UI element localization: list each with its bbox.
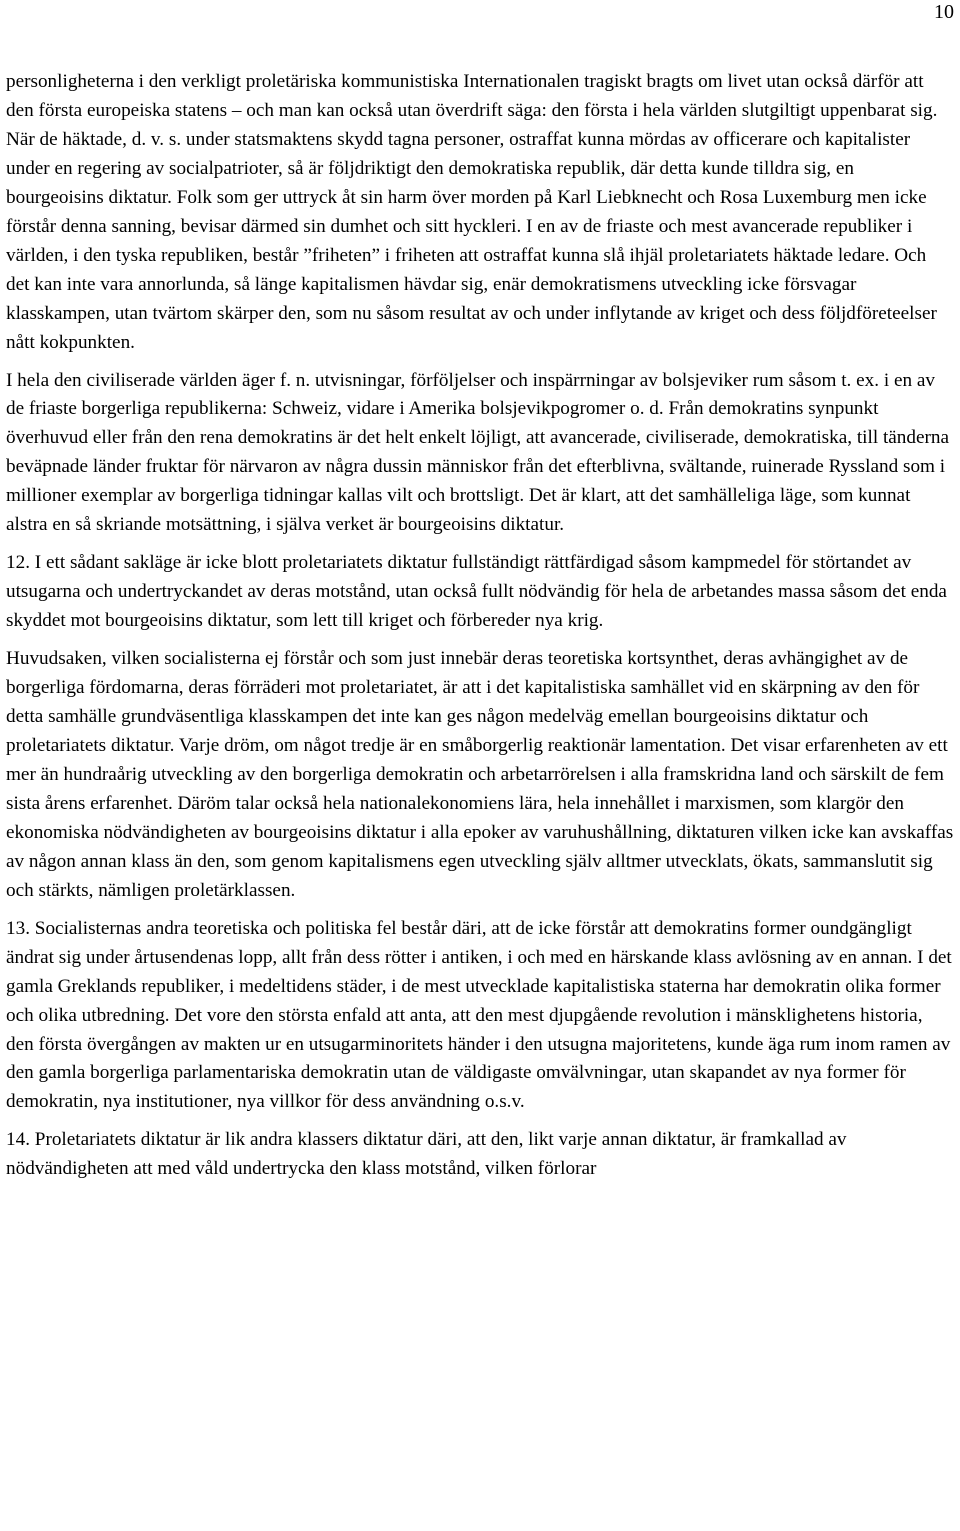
paragraph: 13. Socialisternas andra teoretiska och politiska fel består däri, att de icke förstår att demokratins former oundgängligt ändrat sig under årtusendenas lopp, allt från dess rötter i antiken, i och med en härskande klass avlösning av en annan. I det gamla Greklands republiker, i medeltidens städer, i de mest utvecklade kapitalistiska staterna har demokratin olika former och olika utbredning. Det vore den största enfald att anta, att den mest djupgående revolution i mänsklighetens historia, den första övergången av makten ur en utsugarminoritets händer i den utsugna majoritetens, kunde äga rum inom ramen av den gamla borgerliga parlamentariska demokratin utan de väldigaste omvälvningar, utan skapandet av nya former för demokratin, nya institutioner, nya villkor för dess användning o.s.v. — [6, 917, 952, 1113]
paragraph: 12. I ett sådant sakläge är icke blott proletariatets diktatur fullständigt rättfärdigad såsom kampmedel för störtandet av utsugarna och undertryckandet av deras motstånd, utan också fullt nödvändig för hela de arbetandes massa såsom det enda skyddet mot bourgeoisins diktatur, som lett till kriget och förbereder nya krig. — [6, 552, 947, 632]
paragraph: personligheterna i den verkligt proletäriska kommunistiska Internationalen tragiskt bragts om livet utan också därför att den första europeiska statens – och man kan också utan överdrift säga: den första i hela världen slutgiltigt uppenbarat sig. När de häktade, d. v. s. under statsmaktens skydd tagna personer, ostraffat kunna mördas av officerare och kapitalister under en regering av socialpatrioter, så är följdriktigt den demokratiska republik, där detta kunde tilldra sig, en bourgeoisins diktatur. Folk som ger uttryck åt sin harm över morden på Karl Liebknecht och Rosa Luxemburg men icke förstår denna sanning, bevisar därmed sin dumhet och sitt hyckleri. I en av de friaste och mest avancerade republiker i världen, i den tyska republiken, består ”friheten” i friheten att ostraffat kunna slå ihjäl proletariatets häktade ledare. Och det kan inte vara annorlunda, så länge kapitalismen hävdar sig, enär demokratismens utveckling icke försvagar klasskampen, utan tvärtom skärper den, som nu såsom resultat av och under inflytande av kriget och dess följdföreteelser nått kokpunkten. — [6, 71, 938, 353]
paragraph: Huvudsaken, vilken socialisterna ej förstår och som just innebär deras teoretiska kortsynthet, deras avhängighet av de borgerliga fördomarna, deras förräderi mot proletariatet, är att i det kapitalistiska samhället vid en skärpning av den för detta samhälle grundväsentliga klasskampen det inte kan ges någon medelväg emellan bourgeoisins diktatur och proletariatets diktatur. Varje dröm, om något tredje är en småborgerlig reaktionär lamentation. Det visar erfarenheten av ett mer än hundraårig utveckling av den borgerliga demokratin och arbetarrörelsen i alla framskridna land och särskilt de fem sista årens erfarenhet. Däröm talar också hela nationalekonomiens lära, hela innehållet i marxismen, som klargör den ekonomiska nödvändigheten av bourgeoisins diktatur i alla epoker av varuhushållning, diktaturen vilken icke kan avskaffas av någon annan klass än den, som genom kapitalismens egen utveckling själv alltmer utvecklats, ökats, sammanslutit sig och stärkts, nämligen proletärklassen. — [6, 648, 954, 901]
body-text — [6, 68, 954, 1193]
page-number: 10 — [934, 1, 954, 23]
paragraph: 14. Proletariatets diktatur är lik andra klassers diktatur däri, att den, likt varje annan diktatur, är framkallad av nödvändigheten att med våld undertrycka den klass motstånd, vilken förlorar — [6, 1129, 847, 1180]
paragraph: I hela den civiliserade världen äger f. n. utvisningar, förföljelser och inspärrningar av bolsjeviker rum såsom t. ex. i en av de friaste borgerliga republikerna: Schweiz, vidare i Amerika bolsjevikpogromer o. d. Från demokratins synpunkt överhuvud eller från den rena demokratins är det helt enkelt löjligt, att avancerade, civiliserade, demokratiska, till tänderna beväpnade länder fruktar för närvaron av några dussin människor från det efterblivna, svältande, ruinerade Ryssland som i millioner exemplar av borgerliga tidningar kallas vilt och brottsligt. Det är klart, att det samhälleliga läge, som kunnat alstra en så skriande motsättning, i själva verket är bourgeoisins diktatur. — [6, 369, 950, 536]
